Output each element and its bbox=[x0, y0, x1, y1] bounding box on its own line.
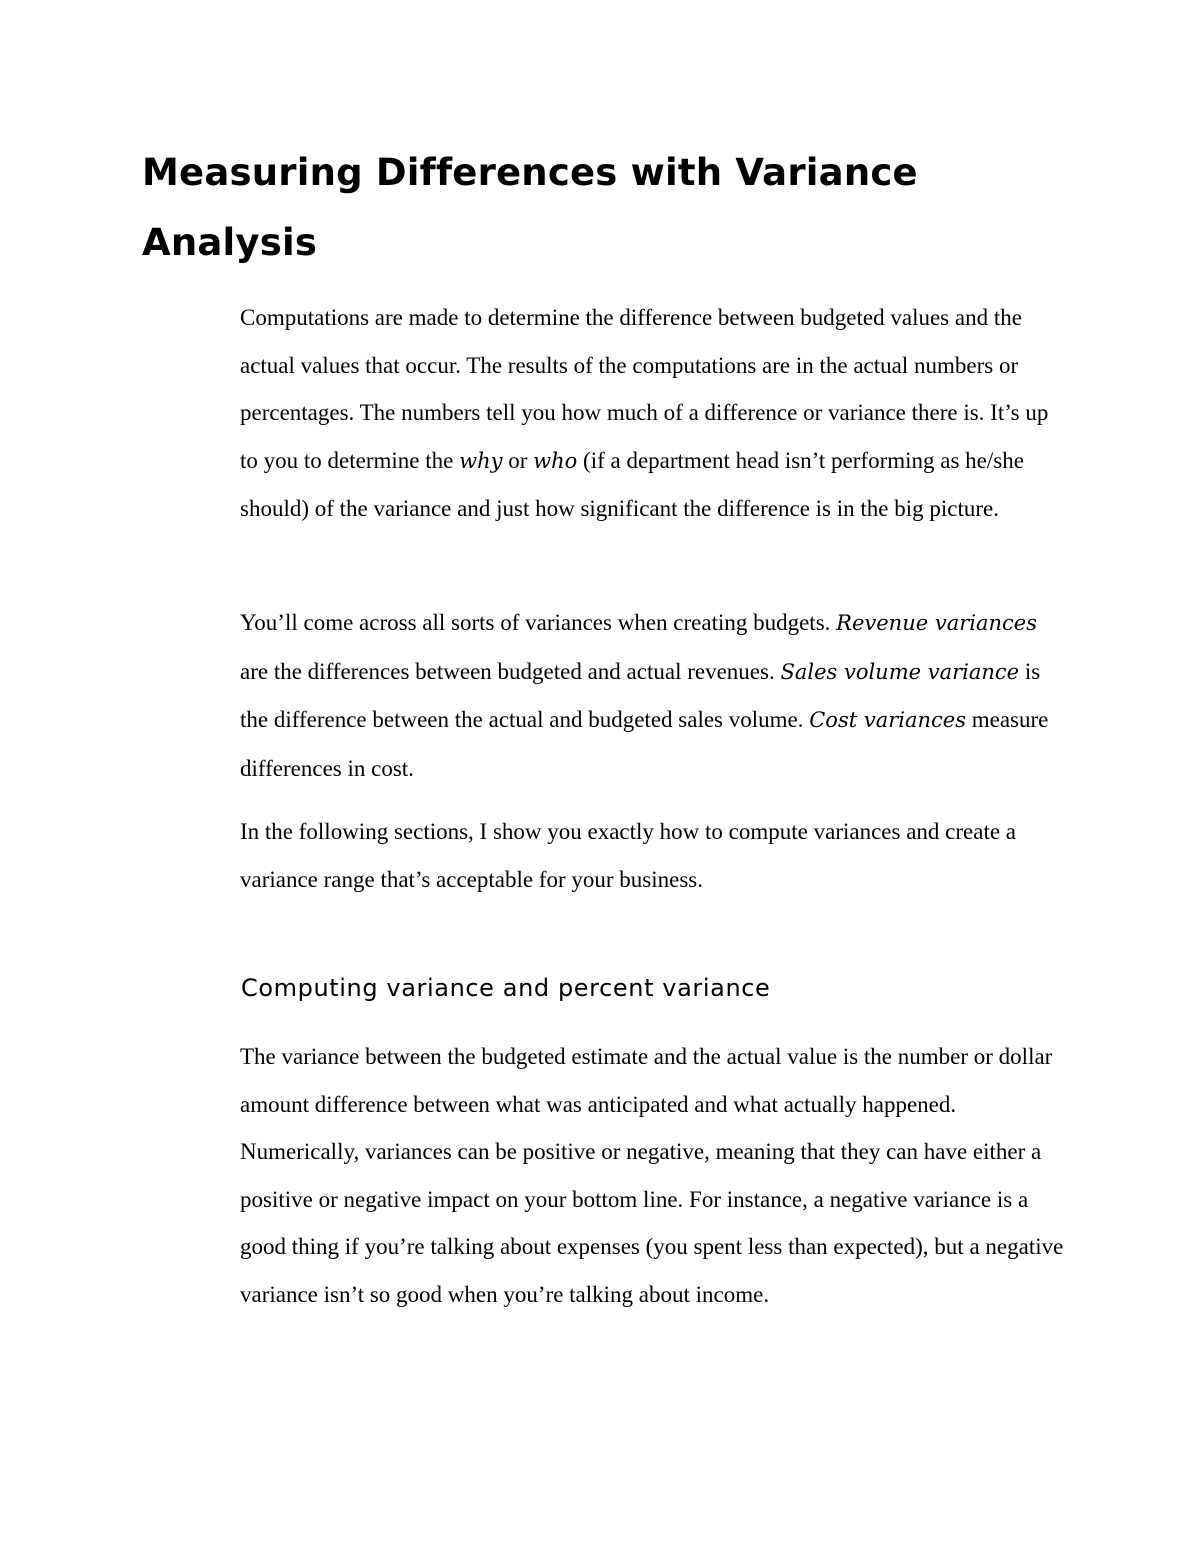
paragraph-variance-types-text-d: measure differences in cost. bbox=[240, 707, 1049, 781]
paragraph-intro-text-b: or bbox=[502, 447, 534, 473]
paragraph-variance-types-text-b: are the differences between budgeted and actual revenues. bbox=[240, 658, 781, 684]
emphasis-why: why bbox=[459, 448, 503, 473]
paragraph-variance-definition: The variance between the budgeted estimate and the actual value is the number or dollar amount difference between what was anticipated and what actually happened. Numerically, variances can be positive or negative, meaning that they can have either a positive or negative impact on your bottom line. For instance, a negative variance is a good thing if you’re talking about expenses (you spent less than expected), but a negative variance isn’t so good when you’re talking about income. bbox=[240, 1044, 1064, 1307]
paragraph-following-sections: In the following sections, I show you exactly how to compute variances and create a variance range that’s acceptable for your business. bbox=[240, 819, 1017, 892]
emphasis-cost-variances: Cost variances bbox=[809, 708, 966, 732]
emphasis-revenue-variances: Revenue variances bbox=[836, 611, 1037, 635]
paragraph-variance-types bbox=[240, 599, 1070, 792]
section-heading: Computing variance and percent variance bbox=[241, 974, 771, 1002]
emphasis-who: who bbox=[533, 448, 578, 473]
paragraph-intro bbox=[240, 294, 1070, 533]
paragraph-variance-types-text-c: is the difference between the actual and budgeted sales volume. bbox=[240, 658, 1041, 732]
paragraph-intro-text-a: Computations are made to determine the difference between budgeted values and the actual values that occur. The results of the computations are in the actual numbers or percentages. The numbers tell you how much of a difference or variance there is. It’s up to you to determine the bbox=[240, 305, 1049, 473]
document-title: Measuring Differences with Variance Analysis bbox=[142, 151, 918, 264]
emphasis-sales-volume-variance: Sales volume variance bbox=[780, 659, 1020, 684]
paragraph-intro-text-c: (if a department head isn’t performing as he/she should) of the variance and just how significant the difference is in the big picture. bbox=[240, 447, 1024, 521]
paragraph-variance-types-text-a: You’ll come across all sorts of variances when creating budgets. bbox=[240, 610, 837, 635]
